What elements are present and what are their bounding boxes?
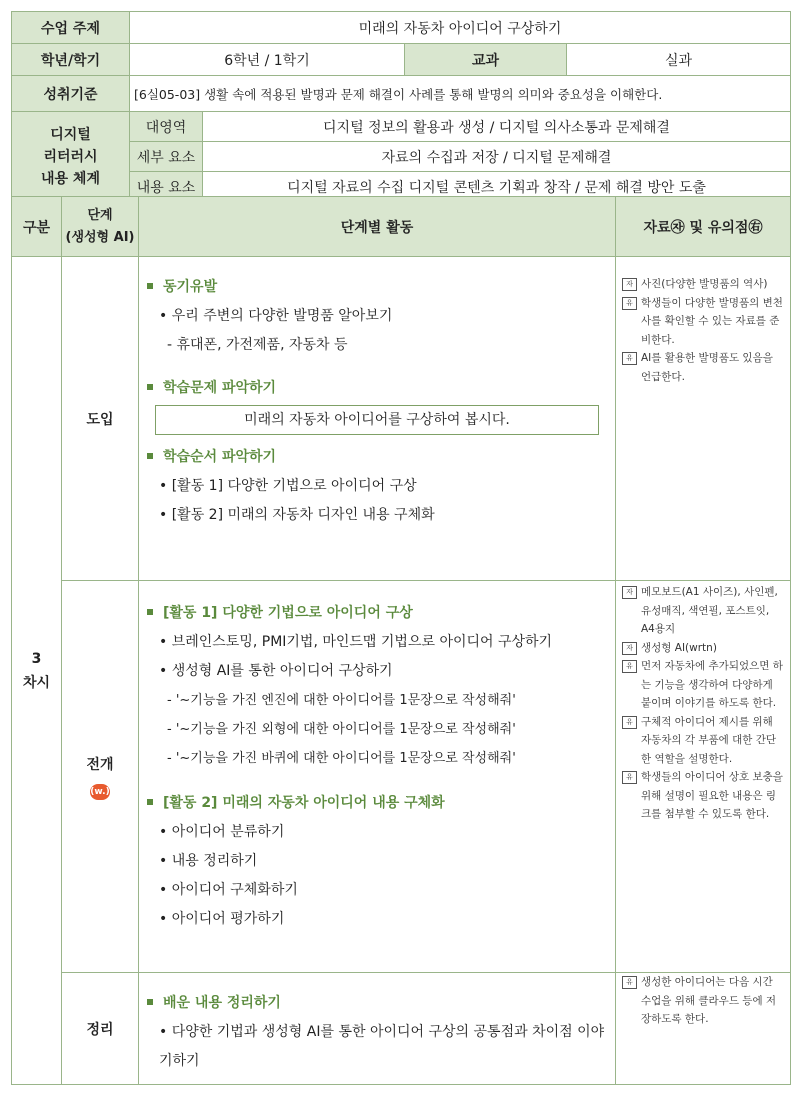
wrap-notes [616,973,791,1085]
note-item: 유 먼저 자동차에 추가되었으면 하는 기능을 생각하여 다양하게 붙이며 이야기를 하도록 한다. [622,657,784,713]
digital-label-line3: 내용 체계 [41,170,100,187]
note-item: 유 생성한 아이디어는 다음 시간 수업을 위해 클라우드 등에 저장하도록 한다. [622,973,784,1029]
square-bullet-icon [147,384,153,390]
dev-bullet: • 생성형 AI를 통한 아이디어 구상하기 [159,663,393,679]
col-stage-line1: 단계 [87,207,113,223]
stage-intro: 도입 [62,257,139,581]
order-item-2: • [활동 2] 미래의 자동차 디자인 내용 구체화 [159,507,435,523]
stage-wrapup: 정리 [62,973,139,1085]
topic-label: 수업 주제 [12,12,130,44]
intro-section-order: 학습순서 파악하기 [139,443,615,472]
dev-section-activity2: [활동 2] 미래의 자동차 아이디어 내용 구체화 [139,789,615,818]
square-bullet-icon [147,999,153,1005]
square-bullet-icon [147,609,153,615]
order-item-1: • [활동 1] 다양한 기법으로 아이디어 구상 [159,478,417,494]
wrap-activities [139,973,616,1085]
note-item: 자 생성형 AI(wrtn) [622,639,784,658]
dev-bullet: • 아이디어 평가하기 [159,911,285,927]
digital-label-line1: 디지털 [50,126,91,143]
learning-problem-box: 미래의 자동차 아이디어를 구상하여 봅시다. [155,405,599,435]
standard-value: [6실05-03] 생활 속에 적용된 발명과 문제 해결이 사례를 통해 발명의 의미와 중요성을 이해한다. [130,76,791,112]
square-bullet-icon [147,453,153,459]
intro-section-problem: 학습문제 파악하기 [139,374,615,403]
col-activity: 단계별 활동 [139,197,616,257]
caution-icon: 유 [622,771,637,784]
stage-development: 전개 (w.) [62,581,139,973]
note-item: 유 AI를 활용한 발명품도 있음을 언급한다. [622,349,784,386]
material-icon: 자 [622,278,637,291]
subject-label: 교과 [405,44,567,76]
session-number: 3 [31,650,42,667]
dev-bullet: • 내용 정리하기 [159,853,258,869]
prompt-example: - '~기능을 가진 엔진에 대한 아이디어를 1문장으로 작성해줘' [167,693,516,708]
material-icon: 자 [622,642,637,655]
content-label: 내용 요소 [130,172,203,202]
dev-bullet: • 아이디어 구체화하기 [159,882,298,898]
domain-value: 디지털 정보의 활용과 생성 / 디지털 의사소통과 문제해결 [203,112,791,142]
topic-value: 미래의 자동차 아이디어 구상하기 [130,12,791,44]
caution-icon: 유 [622,352,637,365]
note-item: 자 메모보드(A1 사이즈), 사인펜, 유성매직, 색연필, 포스트잇, A4용지 [622,583,784,639]
note-item: 유 구체적 아이디어 제시를 위해 자동차의 각 부품에 대한 간단한 역할을 설명한다. [622,713,784,769]
standard-label: 성취기준 [12,76,130,112]
intro-section-motivation: 동기유발 [139,273,615,302]
dev-bullet: • 브레인스토밍, PMI기법, 마인드맵 기법으로 아이디어 구상하기 [159,634,553,650]
content-value: 디지털 자료의 수집 디지털 콘텐츠 기획과 창작 / 문제 해결 방안 도출 [203,172,791,202]
lesson-info-table [11,11,791,202]
caution-icon: 유 [622,297,637,310]
prompt-example: - '~기능을 가진 외형에 대한 아이디어를 1문장으로 작성해줘' [167,722,516,737]
square-bullet-icon [147,799,153,805]
dev-activities [139,581,616,973]
dev-section-activity1: [활동 1] 다양한 기법으로 아이디어 구상 [139,599,615,628]
dev-bullet: • 아이디어 분류하기 [159,824,285,840]
col-stage-line2: (생성형 AI) [65,229,135,245]
wrap-bullet: • 다양한 기법과 생성형 AI를 통한 아이디어 구상의 공통점과 차이점 이야기하기 [159,1024,605,1069]
digital-label-line2: 리터러시 [43,148,98,165]
digital-literacy-label [12,112,130,202]
caution-icon: 유 [622,976,637,989]
intro-activities [139,257,616,581]
col-category: 구분 [12,197,62,257]
grade-label: 학년/학기 [12,44,130,76]
note-item: 자 사진(다양한 발명품의 역사) [622,275,784,294]
wrtn-badge-icon: (w.) [90,784,110,800]
note-item: 유 학생들이 다양한 발명품의 변천사를 확인할 수 있는 자료를 준비한다. [622,294,784,350]
intro-notes [616,257,791,581]
prompt-example: - '~기능을 가진 바퀴에 대한 아이디어를 1문장으로 작성해줘' [167,751,516,766]
col-material: 자료㉶ 및 유의점㊨ [616,197,791,257]
intro-bullet: • 우리 주변의 다양한 발명품 알아보기 [159,308,393,324]
session-cell [12,257,62,1085]
material-icon: 자 [622,586,637,599]
grade-value: 6학년 / 1학기 [130,44,405,76]
detail-value: 자료의 수집과 저장 / 디지털 문제해결 [203,142,791,172]
square-bullet-icon [147,283,153,289]
subject-value: 실과 [567,44,791,76]
caution-icon: 유 [622,716,637,729]
domain-label: 대영역 [130,112,203,142]
note-item: 유 학생들의 아이디어 상호 보충을 위해 설명이 필요한 내용은 링크를 첨부할 수 있도록 한다. [622,768,784,824]
caution-icon: 유 [622,660,637,673]
dev-notes [616,581,791,973]
lesson-flow-table [11,196,791,1085]
intro-subbullet: - 휴대폰, 가전제품, 자동차 등 [167,337,348,353]
wrap-section-summary: 배운 내용 정리하기 [139,989,615,1018]
detail-label: 세부 요소 [130,142,203,172]
session-unit: 차시 [22,674,51,691]
col-stage [62,197,139,257]
